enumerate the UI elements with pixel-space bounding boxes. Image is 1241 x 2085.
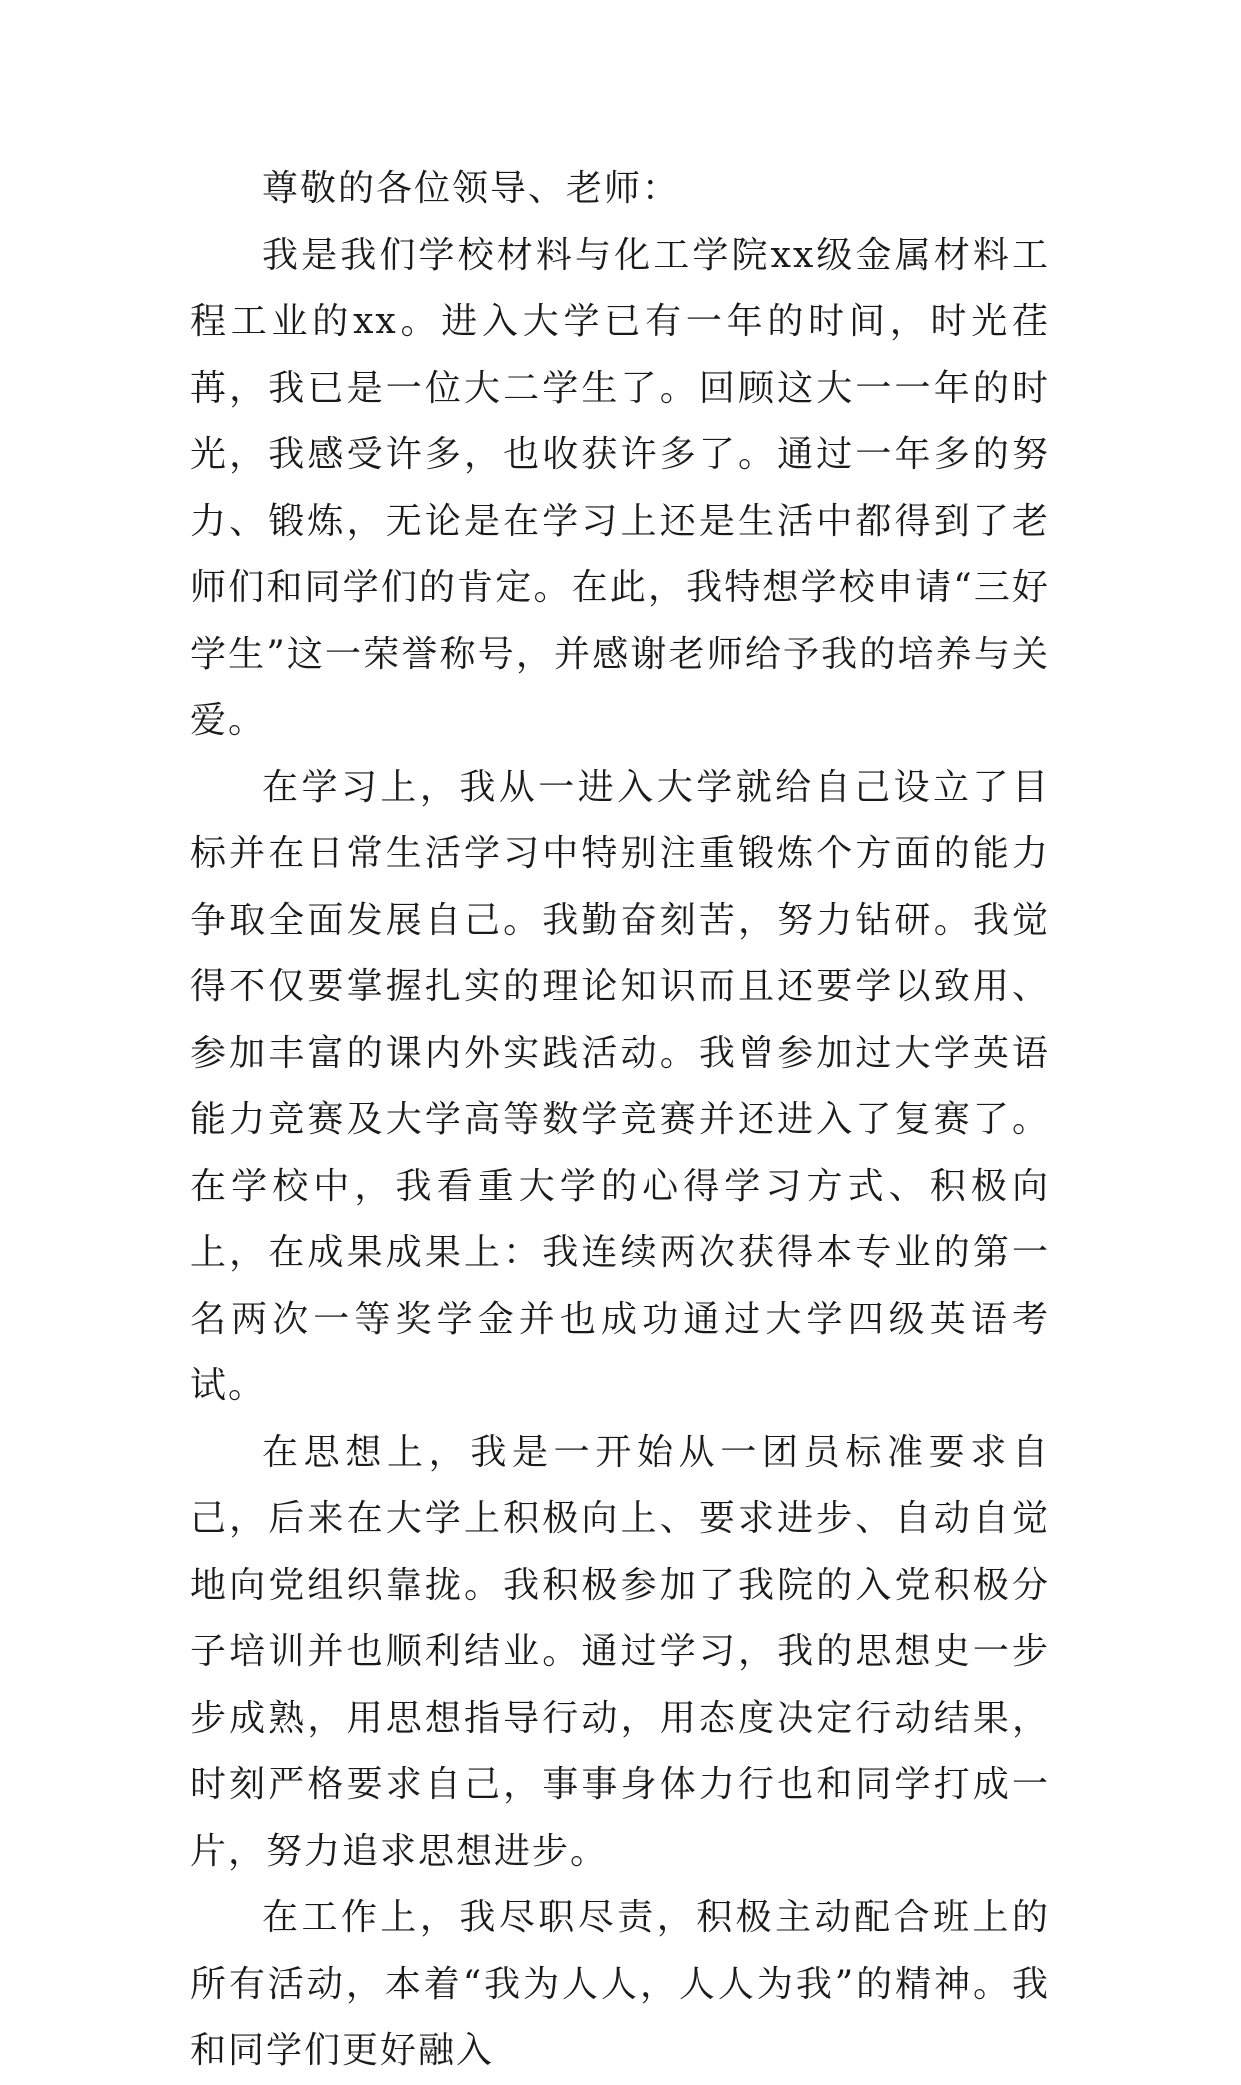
paragraph-work: 在工作上，我尽职尽责，积极主动配合班上的所有活动，本着“我为人人，人人为我”的精神。我和同学们更好融入: [190, 1897, 1050, 2071]
paragraph-thought: 在思想上，我是一开始从一团员标准要求自己，后来在大学上积极向上、要求进步、自动自觉地向党组织靠拢。我积极参加了我院的入党积极分子培训并也顺利结业。通过学习，我的思想史一步步成熟，用思想指导行动，用态度决定行动结果，时刻严格要求自己，事事身体力行也和同学打成一片，努力追求思想进步。: [190, 1431, 1050, 1872]
paragraph-study: 在学习上，我从一进入大学就给自己设立了目标并在日常生活学习中特别注重锻炼个方面的能力争取全面发展自己。我勤奋刻苦，努力钻研。我觉得不仅要掌握扎实的理论知识而且还要学以致用、参加丰富的课内外实践活动。我曾参加过大学英语能力竞赛及大学高等数学竞赛并还进入了复赛了。在学校中，我看重大学的心得学习方式、积极向上，在成果成果上：我连续两次获得本专业的第一名两次一等奖学金并也成功通过大学四级英语考试。: [190, 766, 1050, 1406]
paragraph-intro: 我是我们学校材料与化工学院xx级金属材料工程工业的xx。进入大学已有一年的时间，时光荏苒，我已是一位大二学生了。回顾这大一一年的时光，我感受许多，也收获许多了。通过一年多的努力、锻炼，无论是在学习上还是生活中都得到了老师们和同学们的肯定。在此，我特想学校申请“三好学生”这一荣誉称号，并感谢老师给予我的培养与关爱。: [190, 234, 1050, 741]
salutation: 尊敬的各位领导、老师：: [262, 168, 681, 209]
document-body: [190, 156, 1050, 2085]
